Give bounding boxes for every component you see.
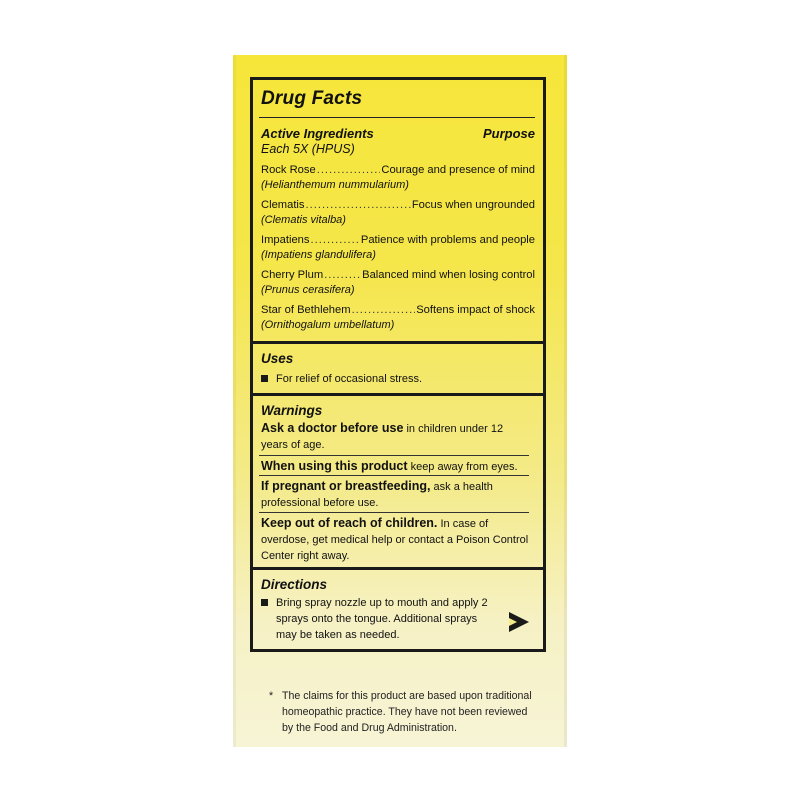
ingredient-purpose: Balanced mind when losing control [362,269,535,281]
ingredient-row [261,304,535,338]
ingredient-row [261,199,535,233]
directions-item [261,595,499,643]
square-bullet-icon [261,375,268,382]
leader-dots [317,164,381,176]
ingredient-latin-name: (Clematis vitalba) [261,214,346,226]
active-ingredients-header: Active Ingredients [261,126,374,141]
leader-dots [352,304,416,316]
directions-title: Directions [261,577,328,592]
square-bullet-icon [261,599,268,606]
ingredient-row [261,234,535,268]
ingredient-purpose: Focus when ungrounded [411,199,535,211]
leader-dots [324,269,361,281]
warning-heading: If pregnant or breastfeeding, [261,479,431,493]
purpose-header: Purpose [482,126,535,141]
ingredient-purpose: Courage and presence of mind [381,164,535,176]
ingredient-latin-name: (Helianthemum nummularium) [261,179,409,191]
active-ingredients-section [253,80,543,344]
directions-item-text: Bring spray nozzle up to mouth and apply 2 sprays onto the tongue. Additional sprays may be taken as needed. [276,597,488,641]
warning-text: keep away from eyes. [407,461,518,473]
ingredient-purpose: Patience with problems and people [360,234,535,246]
ingredient-row [261,164,535,198]
continue-arrow-icon [509,612,529,632]
drug-facts-panel [250,77,546,652]
title-divider [259,117,535,118]
ingredient-name: Clematis [261,199,305,211]
uses-title: Uses [261,351,294,366]
ingredient-name: Impatiens [261,234,310,246]
warning-divider [259,512,529,513]
warnings-section [253,396,543,570]
warning-text: in children under 12 years of age. [261,423,504,451]
footnote-asterisk: * [269,690,274,702]
ingredient-row [261,269,535,303]
ingredient-latin-name: (Ornithogalum umbellatum) [261,319,395,331]
ingredient-latin-name: (Impatiens glandulifera) [261,249,376,261]
footnote-text: The claims for this product are based upon traditional homeopathic practice. They have not been reviewed by the Food and Drug Administration. [282,690,532,734]
uses-item [261,371,529,387]
uses-section [253,344,543,396]
leader-dots [306,199,411,211]
leader-dots [311,234,360,246]
warning-heading: When using this product [261,459,408,473]
ingredient-name: Rock Rose [261,164,316,176]
warning-item [261,515,529,564]
ingredient-latin-name: (Prunus cerasifera) [261,284,355,296]
potency-label: Each 5X (HPUS) [261,142,355,156]
ingredient-name: Star of Bethlehem [261,304,351,316]
warning-item [261,478,529,511]
drug-facts-title: Drug Facts [261,88,363,109]
footnote [270,688,532,736]
warning-heading: Keep out of reach of children. [261,516,438,530]
warning-divider [259,455,529,456]
warnings-title: Warnings [261,403,323,418]
warning-item [261,420,529,453]
directions-section [253,570,543,649]
warning-item [261,458,529,475]
ingredient-purpose: Softens impact of shock [416,304,535,316]
uses-item-text: For relief of occasional stress. [276,373,423,385]
warning-text: In case of overdose, get medical help or contact a Poison Control Center right away. [261,518,529,562]
ingredient-name: Cherry Plum [261,269,324,281]
warning-divider [259,475,529,476]
warning-heading: Ask a doctor before use [261,421,404,435]
warning-text: ask a health professional before use. [261,481,493,509]
